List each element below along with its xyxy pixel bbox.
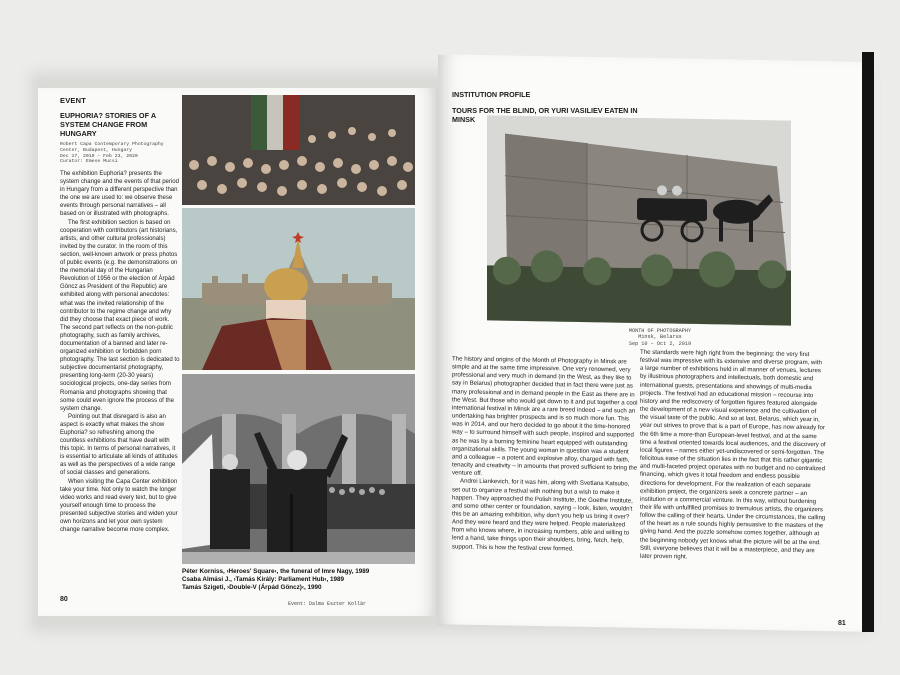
parliament-photo (182, 208, 415, 370)
paragraph: Andrei Liankevich, for it was him, along with Svetlana Katsubo, set out to organize a festival with nothing but a wish to make it happen. They approached the Polish Institute, the Goethe Institute, and some other center or foundation, saying – look, listen, wouldn't this be an amazing exhibition, why don't you help us bring it over? And they were heard and they were helped. People materialized from who knows where, in increasing numbers, able and willing to lend a hand, take things upon their shoulders, bring, fetch, help, support. This is how the festival crew formed. (452, 477, 633, 553)
author-credit: Event: Dalma Eszter Kollár (288, 601, 367, 607)
paragraph: The exhibition Euphoria? presents the system change and the events of that period in Hungary from a different perspective than the one we are used to: we observe these events through personal narratives – all based on or illustrated with photographs. (60, 171, 179, 218)
meta-line: Center, Budapest, Hungary (60, 147, 132, 153)
paragraph: The first exhibition section is based on cooperation with contributors (art historians, artists, and other cultural professionals) invited by the curator. In the room of this section, well-known artwork or press photos of public events (e.g. the demonstrations on the memorial day of the Hungarian Revolution of 1956 or the election of Árpád Göncz as President of the Republic) are exhibited along with personal anecdotes: what was the invited relationship of the contributor to the regime change and why did they choose that exact piece of work. The second part reflects on the non-public photography, such as family archives, documentation of a banned and later re-organized exhibition or forbidden porn photography. The last section is dedicated to subjective documentarist photography, presenting long-term (20-30 years) sociological projects, one-day series from Romania and photographs showing that some could even ignore the process of the system change. (60, 219, 180, 412)
meta-line: Robert Capa Contemporary Photography (60, 142, 164, 147)
left-article-title: EUPHORIA? STORIES OF A SYSTEM CHANGE FROM HUNGARY (60, 111, 156, 138)
page-number-left: 80 (60, 596, 68, 603)
left-event-meta (60, 142, 180, 165)
paragraph: When visiting the Capa Center exhibition take your time. Not only to watch the longer video works and read every text, but to give yourself enough time to process the presented subjective stories and widen your own horizons and let your own system change narrative become more complex. (60, 478, 178, 534)
caption-line: Csaba Almási J., ›Tamás Király: Parliament Hub‹, 1989 (182, 576, 345, 583)
caption-line: Tamás Szigeti, ›Double-V (Árpád Göncz)‹, 1990 (182, 584, 322, 591)
right-column-2 (640, 349, 826, 564)
page-number-right: 81 (838, 620, 846, 627)
right-event-meta (600, 328, 720, 347)
right-column-1 (452, 355, 638, 554)
parliament-illustration (182, 208, 415, 370)
left-body-text (60, 170, 180, 534)
crowd-illustration (182, 95, 415, 205)
caption-line: Péter Korniss, ›Heroes' Square‹, the funeral of Imre Nagy, 1989 (182, 568, 370, 575)
left-section-label: EVENT (60, 96, 87, 105)
meta-line: Dec 17, 2019 – Feb 23, 2020 (60, 153, 138, 159)
page-edge (862, 52, 874, 632)
photo-captions (182, 568, 422, 592)
goncz-illustration (182, 374, 415, 564)
meta-line: Curator: Emese Mucsi (60, 159, 118, 165)
meta-line: Minsk, Belarus (638, 334, 682, 341)
meta-line: MONTH OF PHOTOGRAPHY (628, 328, 692, 334)
paragraph: The standards were high right from the beginning: the very first festival was impressive with its extensive and diverse program, with a large number of exhibitions held in all manner of venues, lectures by illustrious photographers and intellectuals, both domestic and international guests, presentations and showings of multi-media projects. The festival had an educational mission – recourse into history and the rediscovery of forgotten figures featured alongside the development of a new visual experience and the cultivation of the visual taste of the public. And so at last, Belarus, which year in, year out strives to prove that is a part of Europe, has now already for the 6th time a more-than European-level festival, and at the same time a festival oriented towards local audiences, and the discovery of local figures – names either yet-undiscovered or semi-forgotten. The felicitous ease of the situation lies in the fact that this rather gigantic and multi-faceted project operates with no budget and no centralized financing, which gives it total freedom and endless possible directions for development. For the realization of each separate exhibition project, the organizers seek a concrete partner – an institution or a commercial venture. In this way, without burdening their life with unfulfilled promises to tremulous artists, the organizers follow the calling of their hearts. Under the circumstances, the calling of the heart as a rule sounds highly persuasive to the masters of the giving hand. And the puzzle somehow comes together, although at the beginning nobody yet knows what the picture will be at the end. Still, everyone believes that it will be a masterpiece, and they are later proven right. (640, 348, 826, 561)
carriage-wall-illustration (487, 115, 791, 325)
crowd-photo (182, 95, 415, 205)
goncz-photo (182, 374, 415, 564)
paragraph: The history and origins of the Month of Photography in Minsk are simple and at the same time impressive. One very renowned, very professional and very much in demand (in the West, as they like to say in Belarus) photographer decided that in fact there were just as many professional and in demand people in the East as there are in the West. But those who would get down to it and put together a cool international festival in Minsk are a rare breed indeed – and such an undertaking has brighter prospects and is so much more fun. This was in 2014, and our hero decided to go about it the time-honored way – to surround himself with such people, inspired and supported as he was by a burning feminine heart equipped with outstanding organizational skills. The young woman in question was a student and a colleague – a potent and explosive alloy, charged with faith, tenacity and creativity – in amounts that proved sufficient to bring the venture off. (452, 355, 638, 478)
paragraph: Pointing out that disregard is also an aspect is exactly what makes the show Euphoria? so refreshing among the countless exhibitions that have dealt with this topic. In terms of personal narratives, it is essential to articulate all kinds of attitudes as well as the perspectives of a wide range of social classes and generations. (60, 413, 178, 477)
right-article-title: TOURS FOR THE BLIND, OR YURI VASILIEV EATEN IN MINSK (452, 106, 638, 124)
carriage-wall-photo (487, 115, 791, 325)
meta-line: Sep 10 – Oct 2, 2019 (628, 340, 692, 347)
right-section-label: INSTITUTION PROFILE (452, 90, 531, 99)
